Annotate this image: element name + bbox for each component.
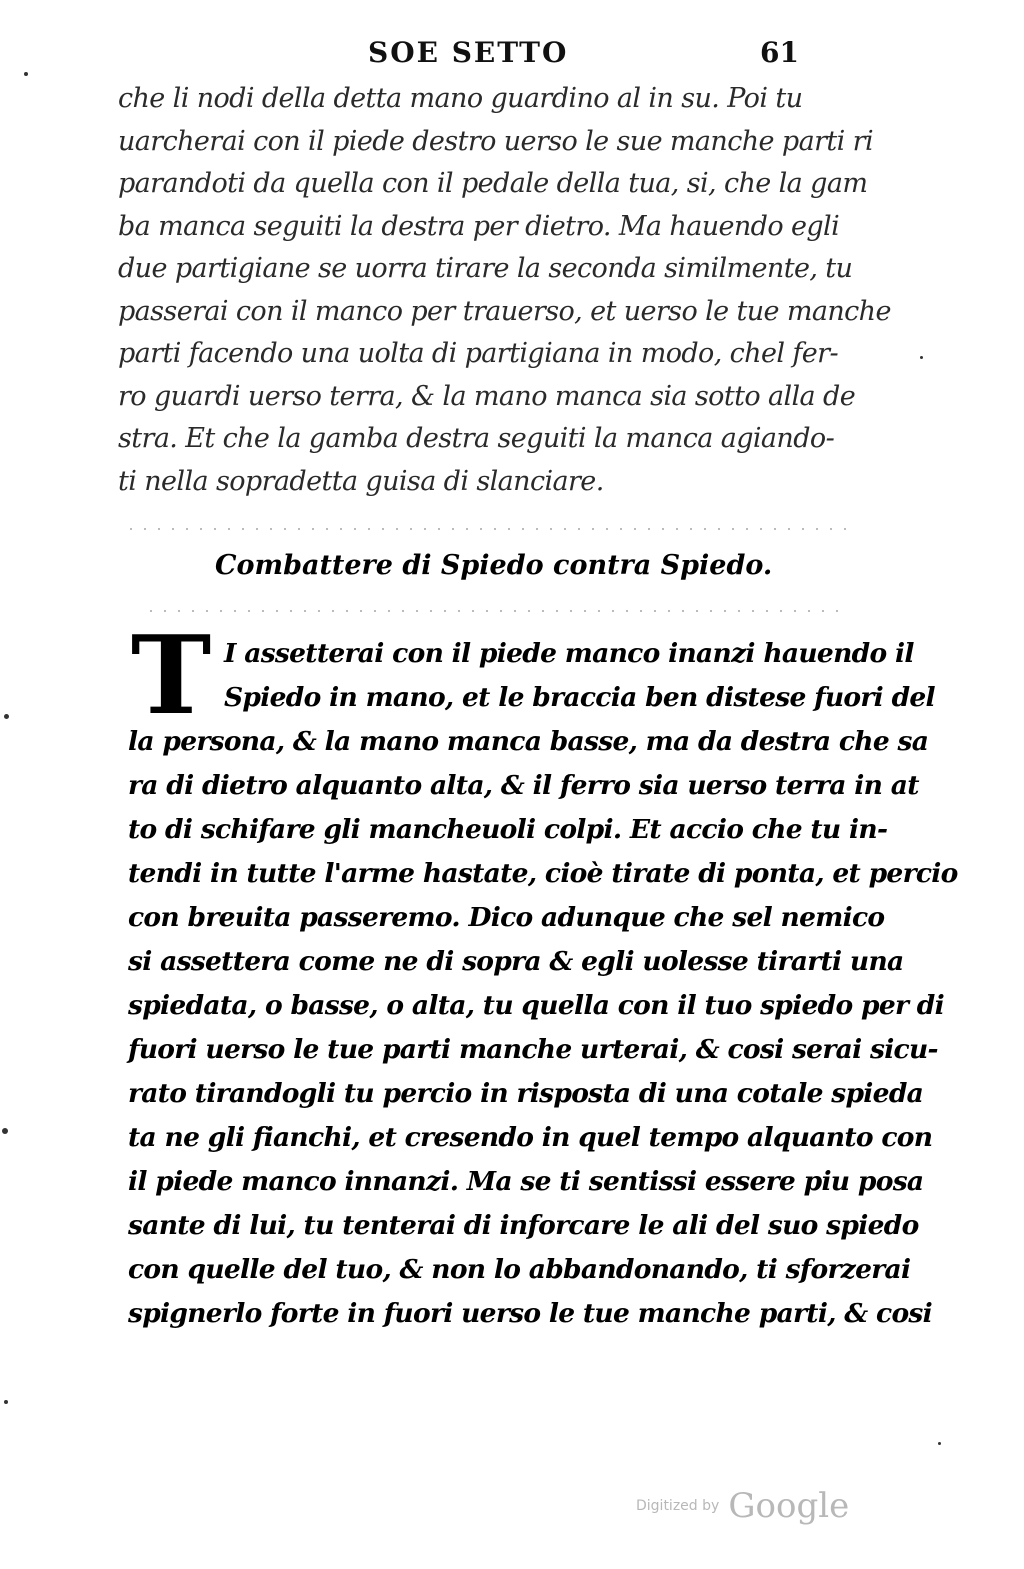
text-line: due partigiane se uorra tirare la seconda similmente, tu xyxy=(118,253,853,284)
upper-paragraph xyxy=(118,78,891,503)
section-heading: Combattere di Spiedo contra Spiedo. xyxy=(215,550,773,581)
scan-speck xyxy=(4,714,9,719)
text-line: ra di dietro alquanto alta, & il ferro sia uerso terra in at xyxy=(128,770,919,801)
text-line: parandoti da quella con il pedale della tua, si, che la gam xyxy=(118,168,868,199)
text-line: I assetterai con il piede manco inanzi hauendo il xyxy=(224,638,914,669)
scan-speck xyxy=(920,356,923,359)
scan-speck xyxy=(24,72,28,76)
text-line: spignerlo forte in fuori uerso le tue manche parti, & cosi xyxy=(128,1298,933,1329)
text-line: ti nella sopradetta guisa di slanciare. xyxy=(118,465,604,497)
text-line: la persona, & la mano manca basse, ma da destra che sa xyxy=(128,726,929,757)
text-line: tendi in tutte l'arme hastate, cioè tirate di ponta, et percio xyxy=(128,858,958,889)
running-head xyxy=(120,36,800,76)
text-line: sante di lui, tu tenterai di inforcare le ali del suo spiedo xyxy=(128,1210,919,1241)
watermark-prefix: Digitized by xyxy=(636,1498,720,1514)
text-line: uarcherai con il piede destro uerso le sue manche parti ri xyxy=(118,125,873,157)
text-line: Spiedo in mano, et le braccia ben distese fuori del xyxy=(224,682,935,713)
lower-paragraph xyxy=(128,613,958,1336)
drop-cap-initial: T xyxy=(130,613,212,739)
scan-noise-row xyxy=(130,528,850,530)
text-line: fuori uerso le tue parti manche urterai, & cosi serai sicu- xyxy=(128,1034,938,1065)
scan-speck xyxy=(4,1400,8,1404)
text-line: che li nodi della detta mano guardino al in su. Poi tu xyxy=(118,83,803,114)
page-number: 61 xyxy=(760,36,799,69)
google-logo: Google xyxy=(728,1486,850,1526)
text-line: spiedata, o basse, o alta, tu quella con il tuo spiedo per di xyxy=(128,990,944,1021)
text-line: passerai con il manco per trauerso, et uerso le tue manche xyxy=(118,295,891,327)
text-line: ba manca seguiti la destra per dietro. Ma hauendo egli xyxy=(118,210,840,242)
text-line: stra. Et che la gamba destra seguiti la manca agiando- xyxy=(118,423,835,454)
text-line: con breuita passeremo. Dico adunque che sel nemico xyxy=(128,902,885,933)
text-line: rato tirandogli tu percio in risposta di una cotale spieda xyxy=(128,1078,924,1109)
text-line: parti facendo una uolta di partigiana in modo, chel fer- xyxy=(118,338,838,369)
text-line: il piede manco innanzi. Ma se ti sentissi essere piu posa xyxy=(128,1166,924,1197)
scan-speck xyxy=(938,1442,941,1445)
running-title: SOE SETTO xyxy=(368,36,569,69)
scan-speck xyxy=(2,1128,8,1134)
text-line: to di schifare gli mancheuoli colpi. Et accio che tu in- xyxy=(128,814,888,845)
digitized-watermark xyxy=(636,1486,849,1526)
text-line: si assettera come ne di sopra & egli uolesse tirarti una xyxy=(128,946,904,977)
text-line: con quelle del tuo, & non lo abbandonando, ti sforzerai xyxy=(128,1254,911,1285)
text-line: ta ne gli fianchi, et cresendo in quel tempo alquanto con xyxy=(128,1122,933,1153)
scan-noise-row xyxy=(150,610,850,612)
text-line: ro guardi uerso terra, & la mano manca sia sotto alla de xyxy=(118,380,856,412)
